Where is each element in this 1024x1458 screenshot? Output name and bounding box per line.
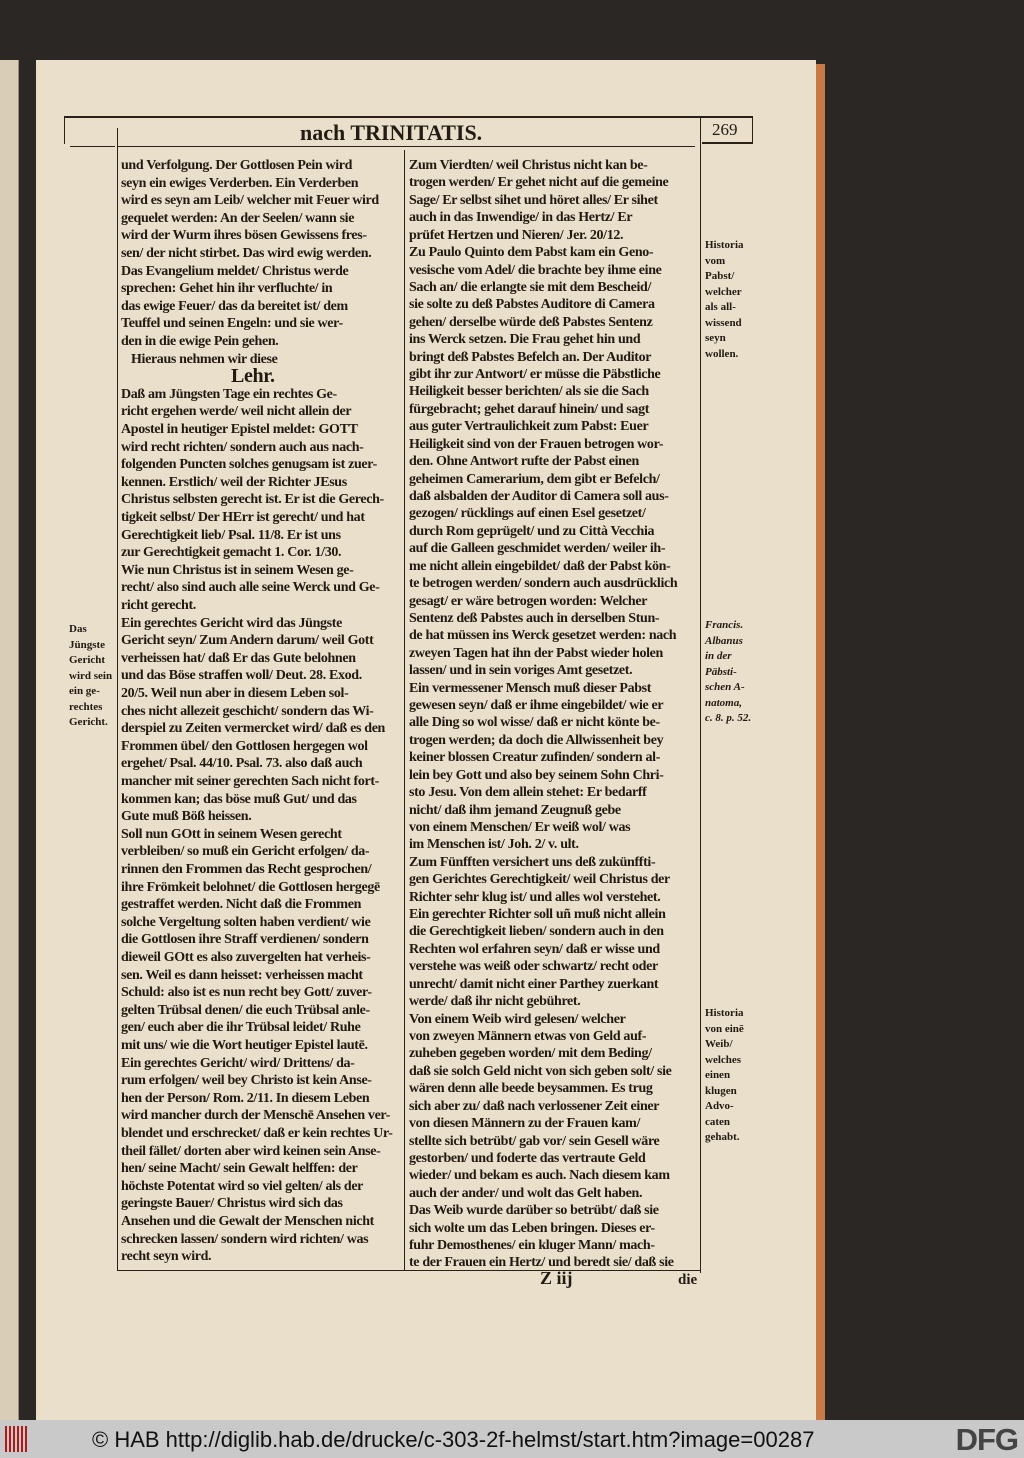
catchword: die: [678, 1272, 698, 1288]
margin-note-line: Advo-: [705, 1100, 734, 1112]
margin-note-line: in der: [705, 650, 732, 662]
text-line: Richter sehr klug ist/ und alles wol verstehet.: [409, 889, 661, 905]
text-line: Ansehen und die Gewalt der Menschen nicht: [121, 1214, 374, 1229]
margin-note-line: Pabst/: [705, 270, 735, 282]
text-line: Sentenz deß Pabstes auch in derselben Stun-: [409, 610, 660, 626]
margin-note-line: als all-: [705, 301, 736, 313]
text-line: geheimen Camerarium, dem gibt er Befelch/: [409, 471, 660, 487]
text-line: trogen werden/ Er gehet nicht auf die gemeine: [409, 175, 669, 191]
frame-right-outer: [752, 118, 753, 144]
text-line: verbleiben/ so muß ein Gericht erfolgen/ da-: [121, 844, 370, 860]
column-divider: [404, 150, 405, 1270]
text-line: schrecken lassen/ sondern wird richten/ was: [121, 1231, 369, 1247]
text-line: Daß am Jüngsten Tage ein rechtes Ge-: [121, 386, 337, 402]
text-line: fürgebracht; gehet darauf hinein/ und sagt: [409, 401, 650, 417]
text-line: blendet und erschrecket/ daß er kein rechtes Ur-: [121, 1126, 393, 1141]
text-line: wären denn alle beede beysammen. Es trug: [409, 1081, 653, 1097]
margin-note-line: welches: [705, 1053, 742, 1066]
text-line: rinnen den Frommen das Recht gesprochen/: [121, 862, 372, 877]
text-line: gewesen seyn/ daß er ihme eingebildet/ wie er: [409, 698, 664, 714]
text-line: fuhr Demosthenes/ ein kluger Mann/ mach-: [409, 1238, 655, 1254]
margin-note-line: gehabt.: [705, 1131, 740, 1143]
text-line: bringt deß Pabstes Befelch an. Der Auditor: [409, 349, 652, 365]
text-line: sich aber zu/ daß nach verlossener Zeit einer: [409, 1098, 660, 1114]
margin-note-line: Jüngste: [69, 638, 106, 651]
text-line: von einem Menschen/ Er weiß wol/ was: [409, 819, 631, 835]
text-line: Rechten wol erfahren seyn/ daß er wisse und: [409, 941, 660, 957]
margin-note-line: klugen: [705, 1084, 737, 1097]
text-line: mit uns/ wie die Wort heutiger Epistel lautē.: [121, 1038, 368, 1053]
text-line: 20/5. Weil nun aber in diesem Leben sol-: [121, 686, 349, 701]
text-line: auf die Galleen geschmidet werden/ weiler ih-: [409, 541, 666, 557]
text-line: trogen werden; da doch die Allwissenheit bey: [409, 732, 664, 748]
text-line: stellte sich betrübt/ gab vor/ sein Gesell wäre: [409, 1133, 660, 1149]
text-line: die Gerechtigkeit lieben/ sondern auch in den: [409, 924, 664, 940]
text-line: Teuffel und seinen Engeln: und sie wer-: [121, 316, 343, 332]
dfg-logo: DFG: [955, 1422, 1018, 1457]
text-line: sie solte zu deß Pabstes Auditore di Camera: [409, 297, 655, 313]
text-line: de hat müssen ins Werck gesetzet werden: nach: [409, 628, 677, 644]
text-line: Lehr.: [231, 368, 275, 386]
text-line: geringste Bauer/ Christus wird sich das: [121, 1196, 343, 1212]
text-line: nicht/ daß ihm jemand Zeugnuß gebe: [409, 802, 621, 818]
text-line: wieder/ und bekam es auch. Nach diesem kam: [409, 1168, 670, 1184]
text-line: im Menschen ist/ Joh. 2/ v. ult.: [409, 837, 579, 853]
text-line: von diesen Männern zu der Frauen kam/: [409, 1116, 641, 1132]
text-line: gestraffet werden. Nicht daß die Frommen: [121, 897, 362, 913]
text-line: seyn ein ewiges Verderben. Ein Verderben: [121, 175, 359, 191]
text-line: vesische vom Adel/ die brachte bey ihme eine: [409, 262, 662, 278]
text-line: das ewige Feuer/ das da bereitet ist/ dem: [121, 298, 348, 314]
text-line: me nicht allein eingebildet/ daß der Pabst kön-: [409, 558, 671, 574]
text-line: prüfet Hertzen und Nieren/ Jer. 20/12.: [409, 227, 624, 243]
text-line: kommen kan; das böse muß Gut/ und das: [121, 791, 357, 807]
text-line: zur Gerechtigkeit gemacht 1. Cor. 1/30.: [121, 545, 342, 561]
text-line: Zum Fünfften versichert uns deß zukünffti-: [409, 854, 656, 870]
text-line: theil fället/ dorten aber wird keinen sein Anse-: [121, 1143, 381, 1159]
frame-left-margin-rule: [117, 128, 118, 1271]
text-line: Christus selbsten gerecht ist. Er ist die Gerech-: [121, 492, 384, 508]
text-line: den. Ohne Antwort rufte der Pabst einen: [409, 454, 639, 470]
frame-right-rule: [700, 118, 701, 1273]
margin-note-line: Gericht.: [69, 716, 108, 728]
text-line: gelten Trübsal denen/ die euch Trübsal anle-: [121, 1002, 370, 1018]
text-line: gen/ euch aber die ihr Trübsal leidet/ Ruhe: [121, 1020, 361, 1036]
text-line: richt gerecht.: [121, 598, 196, 613]
text-line: wird mancher durch der Menschē Ansehen ver-: [121, 1108, 391, 1124]
text-line: te betrogen werden/ sondern auch ausdrücklich: [409, 576, 678, 592]
text-line: den in die ewige Pein gehen.: [121, 334, 279, 349]
text-line: zweyen Tagen hat ihn der Pabst wieder holen: [409, 645, 663, 661]
hab-logo-icon: [5, 1426, 29, 1452]
margin-note-line: wissend: [705, 316, 742, 329]
text-line: gen Gerichtes Gerechtigkeit/ weil Christus der: [409, 872, 670, 888]
text-line: von zweyen Männern etwas von Geld auf-: [409, 1029, 647, 1044]
text-line: ihre Frömkeit belohnet/ die Gottlosen hergegē: [121, 879, 380, 895]
page-number-underline: [702, 142, 752, 144]
text-line: recht seyn wird.: [121, 1249, 212, 1265]
margin-note-line: rechtes: [69, 700, 103, 713]
text-line: sen. Weil es dann heisset: verheissen macht: [121, 967, 363, 983]
text-line: keiner blossen Creatur zufinden/ sondern al-: [409, 750, 661, 766]
text-line: Heiligkeit besser berichten/ als sie die Sach: [409, 384, 649, 400]
text-line: gezogen/ rücklings auf einen Esel gesetzet/: [409, 506, 646, 522]
text-line: Ein vermessener Mensch muß dieser Pabst: [409, 680, 652, 696]
text-line: Gericht seyn/ Zum Andern darum/ weil Gott: [121, 633, 374, 649]
margin-note-line: Päbsti-: [705, 665, 737, 678]
text-line: aus guter Vertraulichkeit zum Pabst: Euer: [409, 419, 649, 435]
text-line: daß alsbalden der Auditor di Camera soll aus-: [409, 488, 669, 504]
text-line: gehen/ derselbe würde deß Pabstes Sentenz: [409, 314, 653, 330]
text-line: Sach an/ die erlangte sie mit dem Bescheid/: [409, 279, 651, 295]
margin-note-line: Gericht: [69, 654, 106, 666]
text-line: Ein gerechter Richter soll uñ muß nicht allein: [409, 907, 666, 923]
text-line: und Verfolgung. Der Gottlosen Pein wird: [121, 158, 353, 173]
text-line: mancher mit seiner gerechten Sach nicht fort-: [121, 774, 379, 789]
text-line: Ein gerechtes Gericht/ wird/ Drittens/ da-: [121, 1055, 355, 1071]
text-line: Apostel in heutiger Epistel meldet: GOTT: [121, 422, 358, 437]
margin-note-line: caten: [705, 1115, 731, 1128]
text-line: dieweil GOtt es also zuvergelten hat verheis-: [121, 950, 371, 965]
text-line: Zum Vierdten/ weil Christus nicht kan be-: [409, 158, 648, 173]
margin-note-line: c. 8. p. 52.: [705, 712, 752, 724]
text-line: Gerechtigkeit lieb/ Psal. 11/8. Er ist uns: [121, 527, 341, 543]
margin-note-line: einen: [705, 1069, 731, 1081]
signature-mark: Z iij: [540, 1268, 573, 1288]
text-line: solche Vergeltung solten haben verdient/ wie: [121, 914, 371, 930]
text-line: rum erfolgen/ weil bey Christo ist kein Anse-: [121, 1073, 372, 1089]
text-line: lein bey Gott und also bey seinem Sohn Chri-: [409, 767, 664, 783]
text-line: Schuld: also ist es nun recht bey Gott/ zuver-: [121, 985, 372, 1001]
text-line: Frommen übel/ den Gottlosen hergegen wol: [121, 738, 368, 754]
text-line: werde/ daß ihr nicht gebühret.: [409, 994, 581, 1010]
text-line: lassen/ und in sein voriges Amt gesetzet.: [409, 663, 633, 679]
text-line: unrecht/ damit nicht einer Parthey zuerkant: [409, 976, 659, 992]
text-line: gibt ihr zur Antwort/ er müsse die Päbstliche: [409, 367, 661, 383]
margin-note-line: Francis.: [705, 619, 744, 631]
top-rule: [65, 116, 753, 118]
page-edge-orange: [816, 64, 825, 1420]
margin-note-line: Weib/: [705, 1038, 733, 1050]
margin-note-line: Historia: [705, 1007, 744, 1019]
frame-left-outer: [64, 116, 65, 144]
text-line: höchste Potentat wird so viel gelten/ als der: [121, 1178, 364, 1194]
margin-note-line: von einē: [705, 1022, 744, 1035]
text-line: wird der Wurm ihres bösen Gewissens fres-: [121, 228, 367, 244]
margin-note-line: Albanus: [705, 634, 743, 647]
text-line: ins Werck setzen. Die Frau gehet hin und: [409, 332, 641, 348]
text-line: gesagt/ er wäre betrogen worden: Welcher: [409, 593, 648, 609]
text-line: Wie nun Christus ist in seinem Wesen ge-: [121, 562, 354, 578]
text-line: die Gottlosen ihre Straff verdienen/ sondern: [121, 932, 369, 948]
text-line: und das Böse straffen woll/ Deut. 28. Exod.: [121, 668, 362, 684]
text-line: durch Rom geprügelt/ und zu Città Vecchia: [409, 523, 655, 539]
text-line: gequelet werden: An der Seelen/ wann sie: [121, 210, 355, 226]
text-line: Das Evangelium meldet/ Christus werde: [121, 263, 349, 279]
text-line: sprechen: Gehet hin ihr verfluchte/ in: [121, 281, 333, 297]
header-bottom-rule: [118, 146, 695, 147]
text-line: zuheben gegeben worden/ mit dem Beding/: [409, 1046, 652, 1062]
text-line: Soll nun GOtt in seinem Wesen gerecht: [121, 826, 342, 842]
page-number: 269: [712, 120, 738, 139]
text-line: folgenden Puncten solches genugsam ist zuer-: [121, 457, 377, 473]
text-line: sich wolte um das Leben bringen. Dieses er-: [409, 1220, 655, 1236]
text-line: te der Frauen ein Hertz/ und beredt sie/ daß sie: [409, 1255, 674, 1271]
margin-note-line: wird sein: [69, 669, 113, 682]
text-line: Ein gerechtes Gericht wird das Jüngste: [121, 615, 342, 631]
text-line: Zu Paulo Quinto dem Pabst kam ein Geno-: [409, 245, 654, 261]
text-line: wird es seyn am Leib/ welcher mit Feuer wird: [121, 193, 379, 209]
text-line: Sage/ Er selbst sihet und höret alles/ Er sihet: [409, 192, 658, 208]
text-line: Von einem Weib wird gelesen/ welcher: [409, 1011, 626, 1027]
previous-page-edge: [0, 60, 19, 1420]
text-line: daß sie solch Geld nicht von sich geben solt/ sie: [409, 1063, 672, 1079]
text-line: Heiligkeit sind von der Frauen betrogen wor-: [409, 436, 664, 452]
running-title: nach TRINITATIS.: [300, 120, 483, 145]
margin-note-line: wollen.: [705, 347, 739, 360]
text-line: Hieraus nehmen wir diese: [131, 351, 278, 367]
margin-note-line: seyn: [705, 332, 726, 344]
viewer-footer: [0, 1420, 1024, 1458]
text-line: sto Jesu. Von dem allein stehet: Er bedarff: [409, 785, 647, 801]
left-margin-tick: [70, 146, 115, 147]
text-line: kennen. Erstlich/ weil der Richter JEsus: [121, 474, 347, 490]
text-line: derspiel zu Zeiten vermercket wird/ daß es den: [121, 721, 385, 737]
margin-note-line: natoma,: [705, 696, 742, 709]
text-line: recht/ also sind auch alle seine Werck und Ge-: [121, 580, 380, 596]
copyright-link[interactable]: © HAB http://diglib.hab.de/drucke/c-303-2f-helmst/start.htm?image=00287: [92, 1427, 815, 1452]
text-line: verstehe was weiß oder schwartz/ recht oder: [409, 959, 658, 975]
text-line: tigkeit selbst/ Der HErr ist gerecht/ und hat: [121, 510, 365, 525]
text-line: ergehet/ Psal. 44/10. Psal. 73. also daß auch: [121, 756, 363, 772]
text-line: alle Ding so wol wisse/ daß er nicht könte be-: [409, 715, 660, 731]
text-line: gestorben/ und foderte das vertraute Geld: [409, 1150, 646, 1166]
text-line: sen/ der nicht stirbet. Das wird ewig werden.: [121, 246, 372, 261]
text-line: richt ergehen werde/ weil nicht allein der: [121, 404, 352, 420]
margin-note-line: vom: [705, 254, 726, 267]
margin-note-line: Historia: [705, 239, 744, 251]
text-line: hen der Person/ Rom. 2/11. In diesem Leben: [121, 1090, 370, 1106]
margin-note-line: ein ge-: [69, 685, 100, 697]
text-line: hen/ seine Macht/ sein Gewalt helffen: der: [121, 1161, 358, 1177]
text-line: auch in das Inwendige/ in das Hertz/ Er: [409, 210, 633, 226]
margin-note-line: Das: [69, 623, 87, 635]
text-line: auch der ander/ und wolt das Gelt haben.: [409, 1185, 643, 1201]
text-line: verheissen hat/ daß Er das Gute belohnen: [121, 650, 356, 666]
text-line: Das Weib wurde darüber so betrübt/ daß sie: [409, 1203, 659, 1219]
margin-note-line: welcher: [705, 285, 742, 298]
text-line: Gute muß Böß heissen.: [121, 809, 252, 825]
text-line: wird recht richten/ sondern auch aus nach-: [121, 439, 364, 455]
text-line: ches nicht allezeit geschicht/ sondern das Wi-: [121, 703, 374, 719]
margin-note-line: schen A-: [705, 681, 745, 693]
